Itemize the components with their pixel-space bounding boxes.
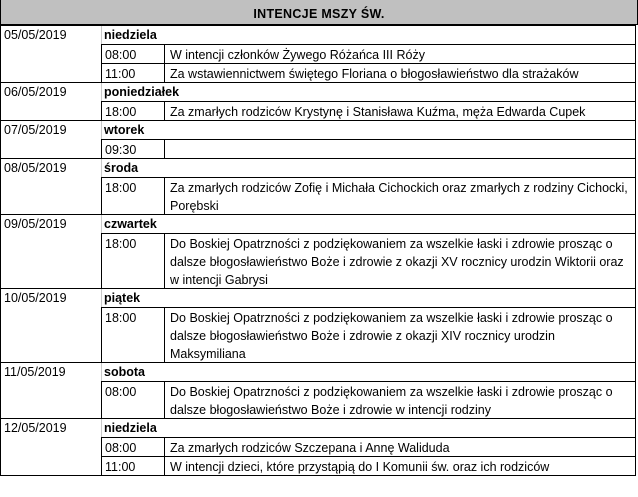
- mass-row: [101, 177, 636, 214]
- border-line: [635, 158, 636, 214]
- mass-intention: Za zmarłych rodziców Szczepana i Annę Waliduda: [170, 441, 450, 455]
- grid-line: [101, 83, 102, 102]
- mass-time: 08:00: [105, 441, 137, 455]
- mass-intention: Do Boskiej Opatrzności z podziękowaniem za wszelkie łaski i zdrowie prosząc o dalsze błogosławieństwo Boże i zdrowie z okazji XIV rocznicy urodzin Maksymiliana: [170, 311, 613, 361]
- mass-row: [101, 381, 636, 418]
- date-cell: 05/05/2019: [4, 28, 67, 42]
- intention-cell: [164, 308, 636, 362]
- intention-cell: [164, 457, 636, 475]
- day-header-row: [0, 82, 636, 101]
- date-cell: 09/05/2019: [4, 217, 67, 231]
- intention-cell: [164, 178, 636, 214]
- date-cell: 12/05/2019: [4, 421, 67, 435]
- border-line: [635, 214, 636, 288]
- mass-row: [101, 63, 636, 82]
- weekday-cell: środa: [104, 161, 139, 175]
- mass-time: 18:00: [105, 237, 137, 251]
- intention-cell: [164, 102, 636, 120]
- border-line: [0, 158, 1, 214]
- mass-row: [101, 437, 636, 456]
- date-cell: 07/05/2019: [4, 123, 67, 137]
- mass-intention: W intencji dzieci, które przystąpią do I Komunii św. oraz ich rodziców: [170, 460, 550, 474]
- border-line: [635, 362, 636, 418]
- date-cell: 06/05/2019: [4, 85, 67, 99]
- day-header-row: [0, 120, 636, 139]
- border-line: [635, 418, 636, 475]
- date-cell: 11/05/2019: [4, 365, 66, 379]
- intention-cell: [164, 140, 636, 158]
- mass-row: [101, 456, 636, 475]
- mass-time: 08:00: [105, 385, 137, 399]
- border-line: [635, 288, 636, 362]
- border-line: [635, 82, 636, 120]
- grid-line: [101, 289, 102, 308]
- weekday-cell: czwartek: [104, 217, 157, 231]
- border-line: [0, 214, 1, 288]
- date-cell: 10/05/2019: [4, 291, 67, 305]
- weekday-cell: sobota: [104, 365, 145, 379]
- mass-time: 11:00: [105, 460, 136, 474]
- day-header-row: [0, 288, 636, 307]
- border-line: [0, 25, 1, 82]
- intention-cell: [164, 382, 636, 418]
- border-line: [0, 362, 1, 418]
- mass-row: [101, 44, 636, 63]
- day-header-row: [0, 158, 636, 177]
- mass-row: [101, 101, 636, 120]
- day-header-row: [0, 362, 636, 381]
- mass-intention: Za zmarłych rodziców Krystynę i Stanisława Kuźma, męża Edwarda Cupek: [170, 105, 586, 119]
- weekday-cell: poniedziałek: [104, 85, 180, 99]
- border-line: [0, 120, 1, 158]
- border-line: [0, 288, 1, 362]
- mass-time: 09:30: [105, 143, 137, 157]
- mass-row: [101, 307, 636, 362]
- intention-cell: [164, 45, 636, 63]
- mass-intention: Do Boskiej Opatrzności z podziękowaniem za wszelkie łaski i zdrowie prosząc o dalsze błogosławieństwo Boże i zdrowie w intencji rodziny: [170, 385, 613, 417]
- border-line: [0, 82, 1, 120]
- border-line: [0, 418, 1, 475]
- mass-intention: W intencji członków Żywego Różańca III Róży: [170, 48, 425, 62]
- sheet-title: INTENCJE MSZY ŚW.: [0, 0, 638, 25]
- date-cell: 08/05/2019: [4, 161, 67, 175]
- day-header-row: [0, 214, 636, 233]
- intention-cell: [164, 438, 636, 456]
- mass-time: 18:00: [105, 311, 137, 325]
- mass-time: 18:00: [105, 105, 137, 119]
- grid-line: [101, 215, 102, 234]
- weekday-cell: piątek: [104, 291, 141, 305]
- mass-time: 08:00: [105, 48, 137, 62]
- mass-time: 11:00: [105, 67, 136, 81]
- grid-line: [101, 159, 102, 178]
- mass-row: [101, 233, 636, 288]
- grid-line: [101, 26, 102, 45]
- border-line: [635, 120, 636, 158]
- mass-time: 18:00: [105, 181, 137, 195]
- grid-line: [101, 363, 102, 382]
- border-line: [635, 25, 636, 82]
- weekday-cell: niedziela: [104, 28, 157, 42]
- weekday-cell: wtorek: [104, 123, 145, 137]
- day-header-row: [0, 418, 636, 437]
- intention-cell: [164, 64, 636, 82]
- mass-intention: Do Boskiej Opatrzności z podziękowaniem za wszelkie łaski i zdrowie prosząc o dalsze błogosławieństwo Boże i zdrowie z okazji XV rocznicy urodzin Wiktorii oraz w intencji Gabrysi: [170, 237, 624, 287]
- border-line: [0, 475, 636, 476]
- mass-intention: Za zmarłych rodziców Zofię i Michała Cichockich oraz zmarłych z rodziny Cichocki, Porębski: [170, 181, 628, 213]
- mass-row: [101, 139, 636, 158]
- weekday-cell: niedziela: [104, 421, 157, 435]
- day-header-row: [0, 25, 636, 44]
- grid-line: [101, 419, 102, 438]
- intention-cell: [164, 234, 636, 288]
- grid-line: [101, 121, 102, 140]
- mass-intention: Za wstawiennictwem świętego Floriana o błogosławieństwo dla strażaków: [170, 67, 579, 81]
